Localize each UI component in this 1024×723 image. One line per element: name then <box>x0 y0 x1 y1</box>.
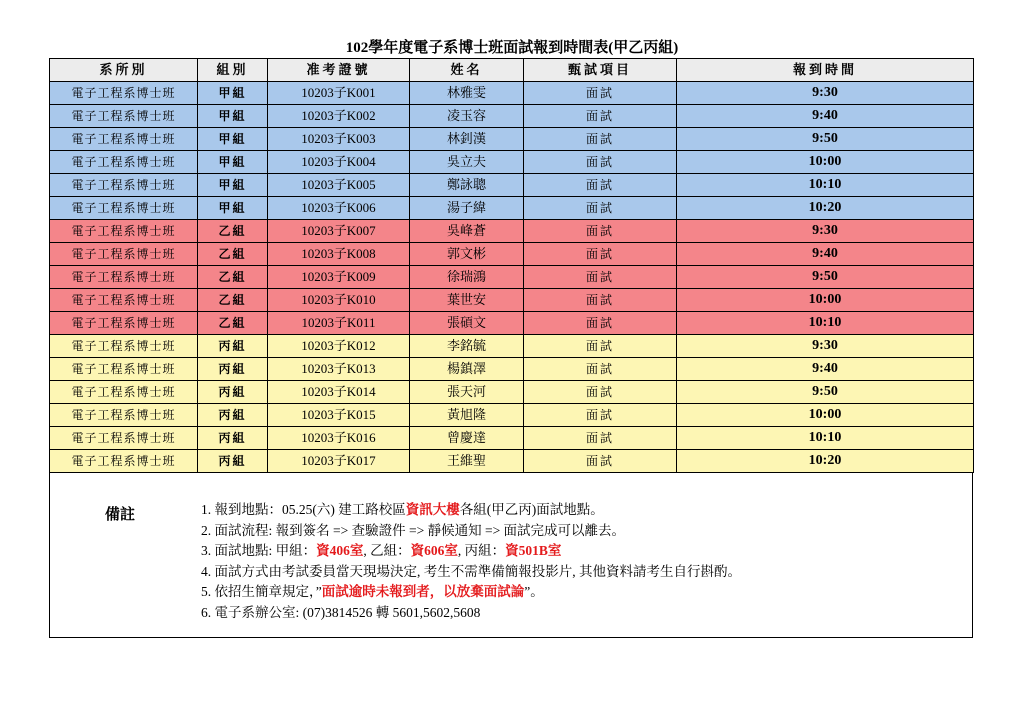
exam-id-cell: 10203子K003 <box>268 128 410 151</box>
item-cell: 面試 <box>524 404 677 427</box>
exam-id-cell: 10203子K012 <box>268 335 410 358</box>
dept-cell: 電子工程系博士班 <box>50 82 198 105</box>
name-cell: 鄭詠聰 <box>410 174 524 197</box>
group-cell: 乙組 <box>198 312 268 335</box>
item-cell: 面試 <box>524 312 677 335</box>
header-time: 報到時間 <box>677 59 974 82</box>
exam-id-cell: 10203子K011 <box>268 312 410 335</box>
table-row <box>50 220 974 243</box>
item-cell: 面試 <box>524 105 677 128</box>
exam-id-cell: 10203子K001 <box>268 82 410 105</box>
table-row <box>50 266 974 289</box>
exam-id-cell: 10203子K005 <box>268 174 410 197</box>
table-row <box>50 404 974 427</box>
dept-cell: 電子工程系博士班 <box>50 266 198 289</box>
group-cell: 乙組 <box>198 243 268 266</box>
exam-id-cell: 10203子K008 <box>268 243 410 266</box>
note-item <box>201 521 741 542</box>
group-cell: 甲組 <box>198 105 268 128</box>
header-name: 姓名 <box>410 59 524 82</box>
table-row <box>50 289 974 312</box>
table-row <box>50 151 974 174</box>
group-cell: 丙組 <box>198 450 268 473</box>
item-cell: 面試 <box>524 243 677 266</box>
exam-id-cell: 10203子K016 <box>268 427 410 450</box>
item-cell: 面試 <box>524 450 677 473</box>
note-text: ”。 <box>524 584 544 600</box>
dept-cell: 電子工程系博士班 <box>50 151 198 174</box>
time-cell: 9:30 <box>677 335 974 358</box>
name-cell: 徐瑞鴻 <box>410 266 524 289</box>
item-cell: 面試 <box>524 266 677 289</box>
group-cell: 丙組 <box>198 381 268 404</box>
note-highlight: 資501B室 <box>505 543 562 559</box>
schedule-table <box>49 58 974 473</box>
dept-cell: 電子工程系博士班 <box>50 427 198 450</box>
note-item <box>201 582 741 603</box>
item-cell: 面試 <box>524 151 677 174</box>
table-row <box>50 197 974 220</box>
group-cell: 丙組 <box>198 427 268 450</box>
item-cell: 面試 <box>524 335 677 358</box>
table-row <box>50 381 974 404</box>
time-cell: 10:10 <box>677 427 974 450</box>
table-row <box>50 82 974 105</box>
dept-cell: 電子工程系博士班 <box>50 450 198 473</box>
note-item <box>201 603 741 624</box>
group-cell: 甲組 <box>198 82 268 105</box>
name-cell: 王維聖 <box>410 450 524 473</box>
time-cell: 9:40 <box>677 105 974 128</box>
table-row <box>50 105 974 128</box>
note-text: 6. 電子系辦公室: (07)3814526 轉 5601,5602,5608 <box>201 604 481 620</box>
note-highlight: 面試逾時未報到者，以放棄面試論 <box>321 584 525 600</box>
time-cell: 10:00 <box>677 404 974 427</box>
page-title: 102學年度電子系博士班面試報到時間表(甲乙丙組) <box>345 40 679 56</box>
group-cell: 甲組 <box>198 151 268 174</box>
group-cell: 乙組 <box>198 266 268 289</box>
exam-id-cell: 10203子K015 <box>268 404 410 427</box>
note-text: , 乙組： <box>363 543 411 559</box>
time-cell: 9:40 <box>677 358 974 381</box>
exam-id-cell: 10203子K004 <box>268 151 410 174</box>
time-cell: 9:50 <box>677 266 974 289</box>
table-row <box>50 312 974 335</box>
note-highlight: 資606室 <box>410 543 458 559</box>
exam-id-cell: 10203子K007 <box>268 220 410 243</box>
name-cell: 吳立夫 <box>410 151 524 174</box>
dept-cell: 電子工程系博士班 <box>50 128 198 151</box>
item-cell: 面試 <box>524 128 677 151</box>
item-cell: 面試 <box>524 381 677 404</box>
group-cell: 丙組 <box>198 404 268 427</box>
dept-cell: 電子工程系博士班 <box>50 105 198 128</box>
header-exam-id: 准考證號 <box>268 59 410 82</box>
name-cell: 曾慶達 <box>410 427 524 450</box>
group-cell: 丙組 <box>198 335 268 358</box>
note-item <box>201 562 741 583</box>
time-cell: 10:20 <box>677 197 974 220</box>
time-cell: 10:00 <box>677 289 974 312</box>
item-cell: 面試 <box>524 358 677 381</box>
time-cell: 9:30 <box>677 82 974 105</box>
time-cell: 9:30 <box>677 220 974 243</box>
name-cell: 湯子緯 <box>410 197 524 220</box>
notes-section <box>49 483 973 638</box>
name-cell: 楊鎮澤 <box>410 358 524 381</box>
note-item <box>201 500 741 521</box>
time-cell: 10:20 <box>677 450 974 473</box>
exam-id-cell: 10203子K017 <box>268 450 410 473</box>
note-text: , 丙組： <box>457 543 506 559</box>
item-cell: 面試 <box>524 82 677 105</box>
dept-cell: 電子工程系博士班 <box>50 289 198 312</box>
group-cell: 甲組 <box>198 128 268 151</box>
table-row <box>50 174 974 197</box>
dept-cell: 電子工程系博士班 <box>50 312 198 335</box>
item-cell: 面試 <box>524 197 677 220</box>
table-row <box>50 335 974 358</box>
exam-id-cell: 10203子K014 <box>268 381 410 404</box>
time-cell: 10:10 <box>677 174 974 197</box>
time-cell: 9:50 <box>677 381 974 404</box>
name-cell: 林雅雯 <box>410 82 524 105</box>
name-cell: 郭文彬 <box>410 243 524 266</box>
header-group: 組別 <box>198 59 268 82</box>
group-cell: 乙組 <box>198 289 268 312</box>
group-cell: 甲組 <box>198 174 268 197</box>
table-row <box>50 427 974 450</box>
dept-cell: 電子工程系博士班 <box>50 381 198 404</box>
name-cell: 黃旭隆 <box>410 404 524 427</box>
note-highlight: 資406室 <box>316 543 364 559</box>
table-row <box>50 243 974 266</box>
group-cell: 乙組 <box>198 220 268 243</box>
header-item: 甄試項目 <box>524 59 677 82</box>
notes-label: 備註 <box>105 505 136 523</box>
time-cell: 10:10 <box>677 312 974 335</box>
dept-cell: 電子工程系博士班 <box>50 174 198 197</box>
time-cell: 10:00 <box>677 151 974 174</box>
name-cell: 李銘毓 <box>410 335 524 358</box>
dept-cell: 電子工程系博士班 <box>50 358 198 381</box>
name-cell: 張碩文 <box>410 312 524 335</box>
name-cell: 張天河 <box>410 381 524 404</box>
note-text: 4. 面試方式由考試委員當天現場決定, 考生不需準備簡報投影片, 其他資料請考生自行斟酌。 <box>201 563 741 579</box>
note-highlight: 資訊大樓 <box>405 502 460 517</box>
exam-id-cell: 10203子K002 <box>268 105 410 128</box>
note-text: 各組(甲乙丙)面試地點。 <box>459 502 604 517</box>
note-text: 2. 面試流程: 報到簽名 => 查驗證件 => 靜候通知 => 面試完成可以離去。 <box>201 522 626 538</box>
item-cell: 面試 <box>524 427 677 450</box>
note-text: 1. 報到地點：05.25(六) 建工路校區 <box>201 502 406 517</box>
notes-list <box>201 500 741 624</box>
table-row <box>50 128 974 151</box>
time-cell: 9:40 <box>677 243 974 266</box>
table-row <box>50 450 974 473</box>
exam-id-cell: 10203子K013 <box>268 358 410 381</box>
header-dept: 系所別 <box>50 59 198 82</box>
table-row <box>50 358 974 381</box>
item-cell: 面試 <box>524 289 677 312</box>
note-text: 5. 依招生簡章規定，” <box>201 584 322 600</box>
name-cell: 葉世安 <box>410 289 524 312</box>
dept-cell: 電子工程系博士班 <box>50 197 198 220</box>
note-text: 3. 面試地點: 甲組： <box>201 543 317 559</box>
time-cell: 9:50 <box>677 128 974 151</box>
item-cell: 面試 <box>524 174 677 197</box>
name-cell: 林釗漢 <box>410 128 524 151</box>
dept-cell: 電子工程系博士班 <box>50 335 198 358</box>
exam-id-cell: 10203子K009 <box>268 266 410 289</box>
name-cell: 凌玉容 <box>410 105 524 128</box>
dept-cell: 電子工程系博士班 <box>50 220 198 243</box>
item-cell: 面試 <box>524 220 677 243</box>
exam-id-cell: 10203子K006 <box>268 197 410 220</box>
note-item <box>201 541 741 562</box>
group-cell: 丙組 <box>198 358 268 381</box>
dept-cell: 電子工程系博士班 <box>50 404 198 427</box>
dept-cell: 電子工程系博士班 <box>50 243 198 266</box>
group-cell: 甲組 <box>198 197 268 220</box>
exam-id-cell: 10203子K010 <box>268 289 410 312</box>
name-cell: 吳峰蒼 <box>410 220 524 243</box>
table-header-row <box>50 59 974 82</box>
